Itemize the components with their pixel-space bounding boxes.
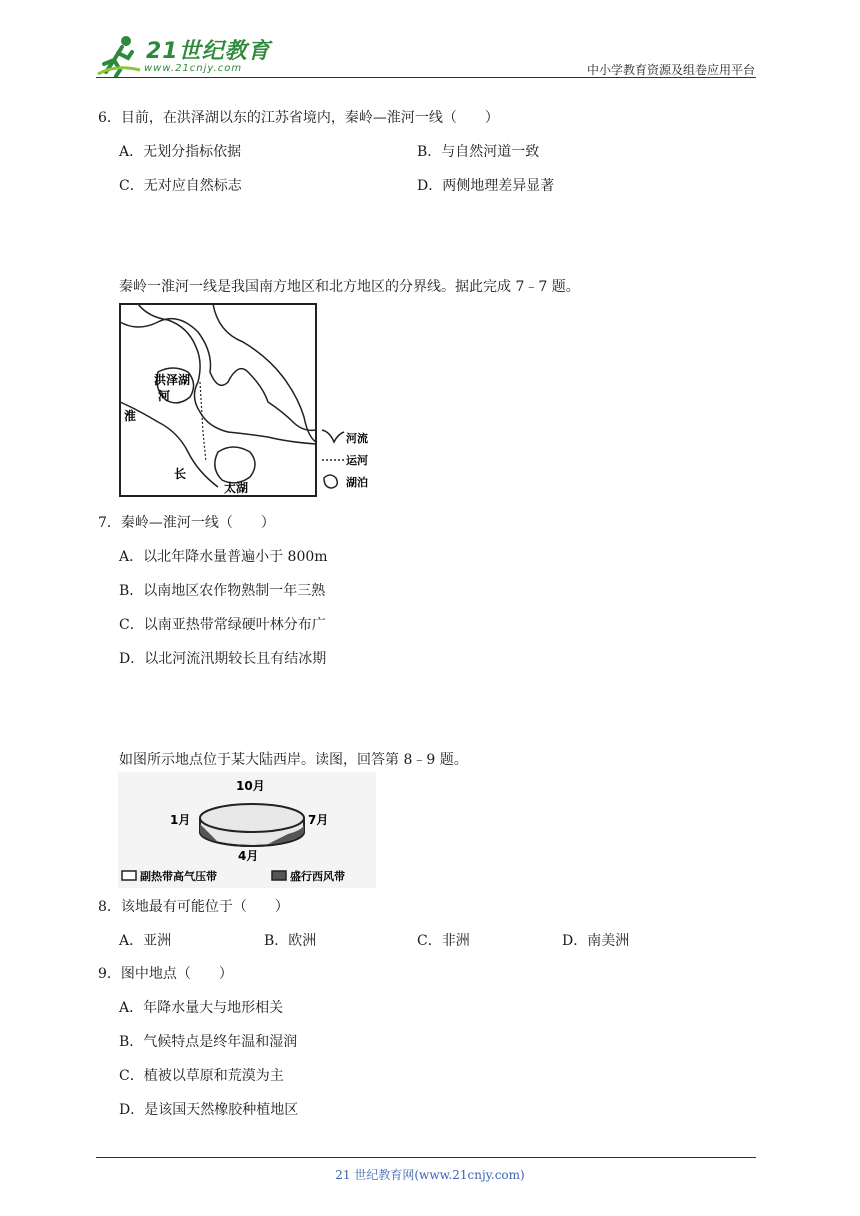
question-8-option-b[interactable]: B．欧洲 xyxy=(264,933,317,949)
question-7-option-d[interactable]: D．以北河流汛期较长且有结冰期 xyxy=(119,651,327,667)
question-6-option-c[interactable]: C．无对应自然标志 xyxy=(119,178,242,194)
question-8-option-d[interactable]: D．南美洲 xyxy=(562,933,630,949)
runner-icon xyxy=(96,34,144,78)
question-7-option-b[interactable]: B．以南地区农作物熟制一年三熟 xyxy=(119,583,326,599)
legend-lake-icon xyxy=(324,475,337,488)
logo-url: www.21cnjy.com xyxy=(144,63,243,74)
legend-westerlies: 盛行西风带 xyxy=(290,870,345,883)
question-9-stem: 9．图中地点（ ） xyxy=(98,966,233,982)
logo-text: 21世纪教育 xyxy=(146,39,271,64)
question-9-option-b[interactable]: B．气候特点是终年温和湿润 xyxy=(119,1034,298,1050)
legend-subtropical-high: 副热带高气压带 xyxy=(140,870,217,883)
question-8-option-a[interactable]: A．亚洲 xyxy=(119,933,172,949)
question-7-option-c[interactable]: C．以南亚热带常绿硬叶林分布广 xyxy=(119,617,326,633)
ring-label-right: 7月 xyxy=(308,813,329,827)
question-6-stem: 6．目前，在洪泽湖以东的江苏省境内，秦岭—淮河一线（ ） xyxy=(98,110,499,126)
legend-canal: 运河 xyxy=(346,454,368,467)
question-9-option-a[interactable]: A．年降水量大与地形相关 xyxy=(119,1000,284,1016)
ring-label-top: 10月 xyxy=(236,779,265,793)
legend-westerlies-icon xyxy=(272,871,286,880)
label-hongze: 洪泽湖 xyxy=(154,373,191,387)
intro-question-7: 秦岭一淮河一线是我国南方地区和北方地区的分界线。据此完成 7﹣7 题。 xyxy=(119,279,580,295)
legend-subtropical-high-icon xyxy=(122,871,136,880)
pressure-belt-ring-figure xyxy=(118,772,376,888)
legend-river: 河流 xyxy=(346,432,368,445)
question-8-stem: 8．该地最有可能位于（ ） xyxy=(98,899,289,915)
question-9-option-c[interactable]: C．植被以草原和荒漠为主 xyxy=(119,1068,284,1084)
map-frame xyxy=(120,304,316,496)
question-6-option-b[interactable]: B．与自然河道一致 xyxy=(417,144,540,160)
ring-label-bottom: 4月 xyxy=(238,849,259,863)
footer-link[interactable]: 21 世纪教育网(www.21cnjy.com) xyxy=(335,1168,525,1182)
legend-lake: 湖泊 xyxy=(346,476,368,489)
footer-divider xyxy=(96,1157,756,1158)
jiangsu-map-figure xyxy=(118,302,368,498)
site-logo xyxy=(96,34,276,78)
label-huai: 淮 xyxy=(124,409,137,423)
label-taihu: 太湖 xyxy=(224,481,249,495)
label-he: 河 xyxy=(158,389,171,403)
label-chang: 长 xyxy=(174,467,187,481)
intro-question-8-9: 如图所示地点位于某大陆西岸。读图，回答第 8﹣9 题。 xyxy=(119,752,468,768)
question-6-option-d[interactable]: D．两侧地理差异显著 xyxy=(417,178,555,194)
question-7-option-a[interactable]: A．以北年降水量普遍小于 800m xyxy=(119,549,328,565)
platform-title: 中小学教育资源及组卷应用平台 xyxy=(586,63,755,77)
header-divider xyxy=(96,77,756,78)
question-9-option-d[interactable]: D．是该国天然橡胶种植地区 xyxy=(119,1102,299,1118)
question-8-option-c[interactable]: C．非洲 xyxy=(417,933,470,949)
question-6-option-a[interactable]: A．无划分指标依据 xyxy=(119,144,242,160)
legend-river-icon xyxy=(322,430,344,442)
ring-label-left: 1月 xyxy=(170,813,191,827)
question-7-stem: 7．秦岭—淮河一线（ ） xyxy=(98,515,275,531)
